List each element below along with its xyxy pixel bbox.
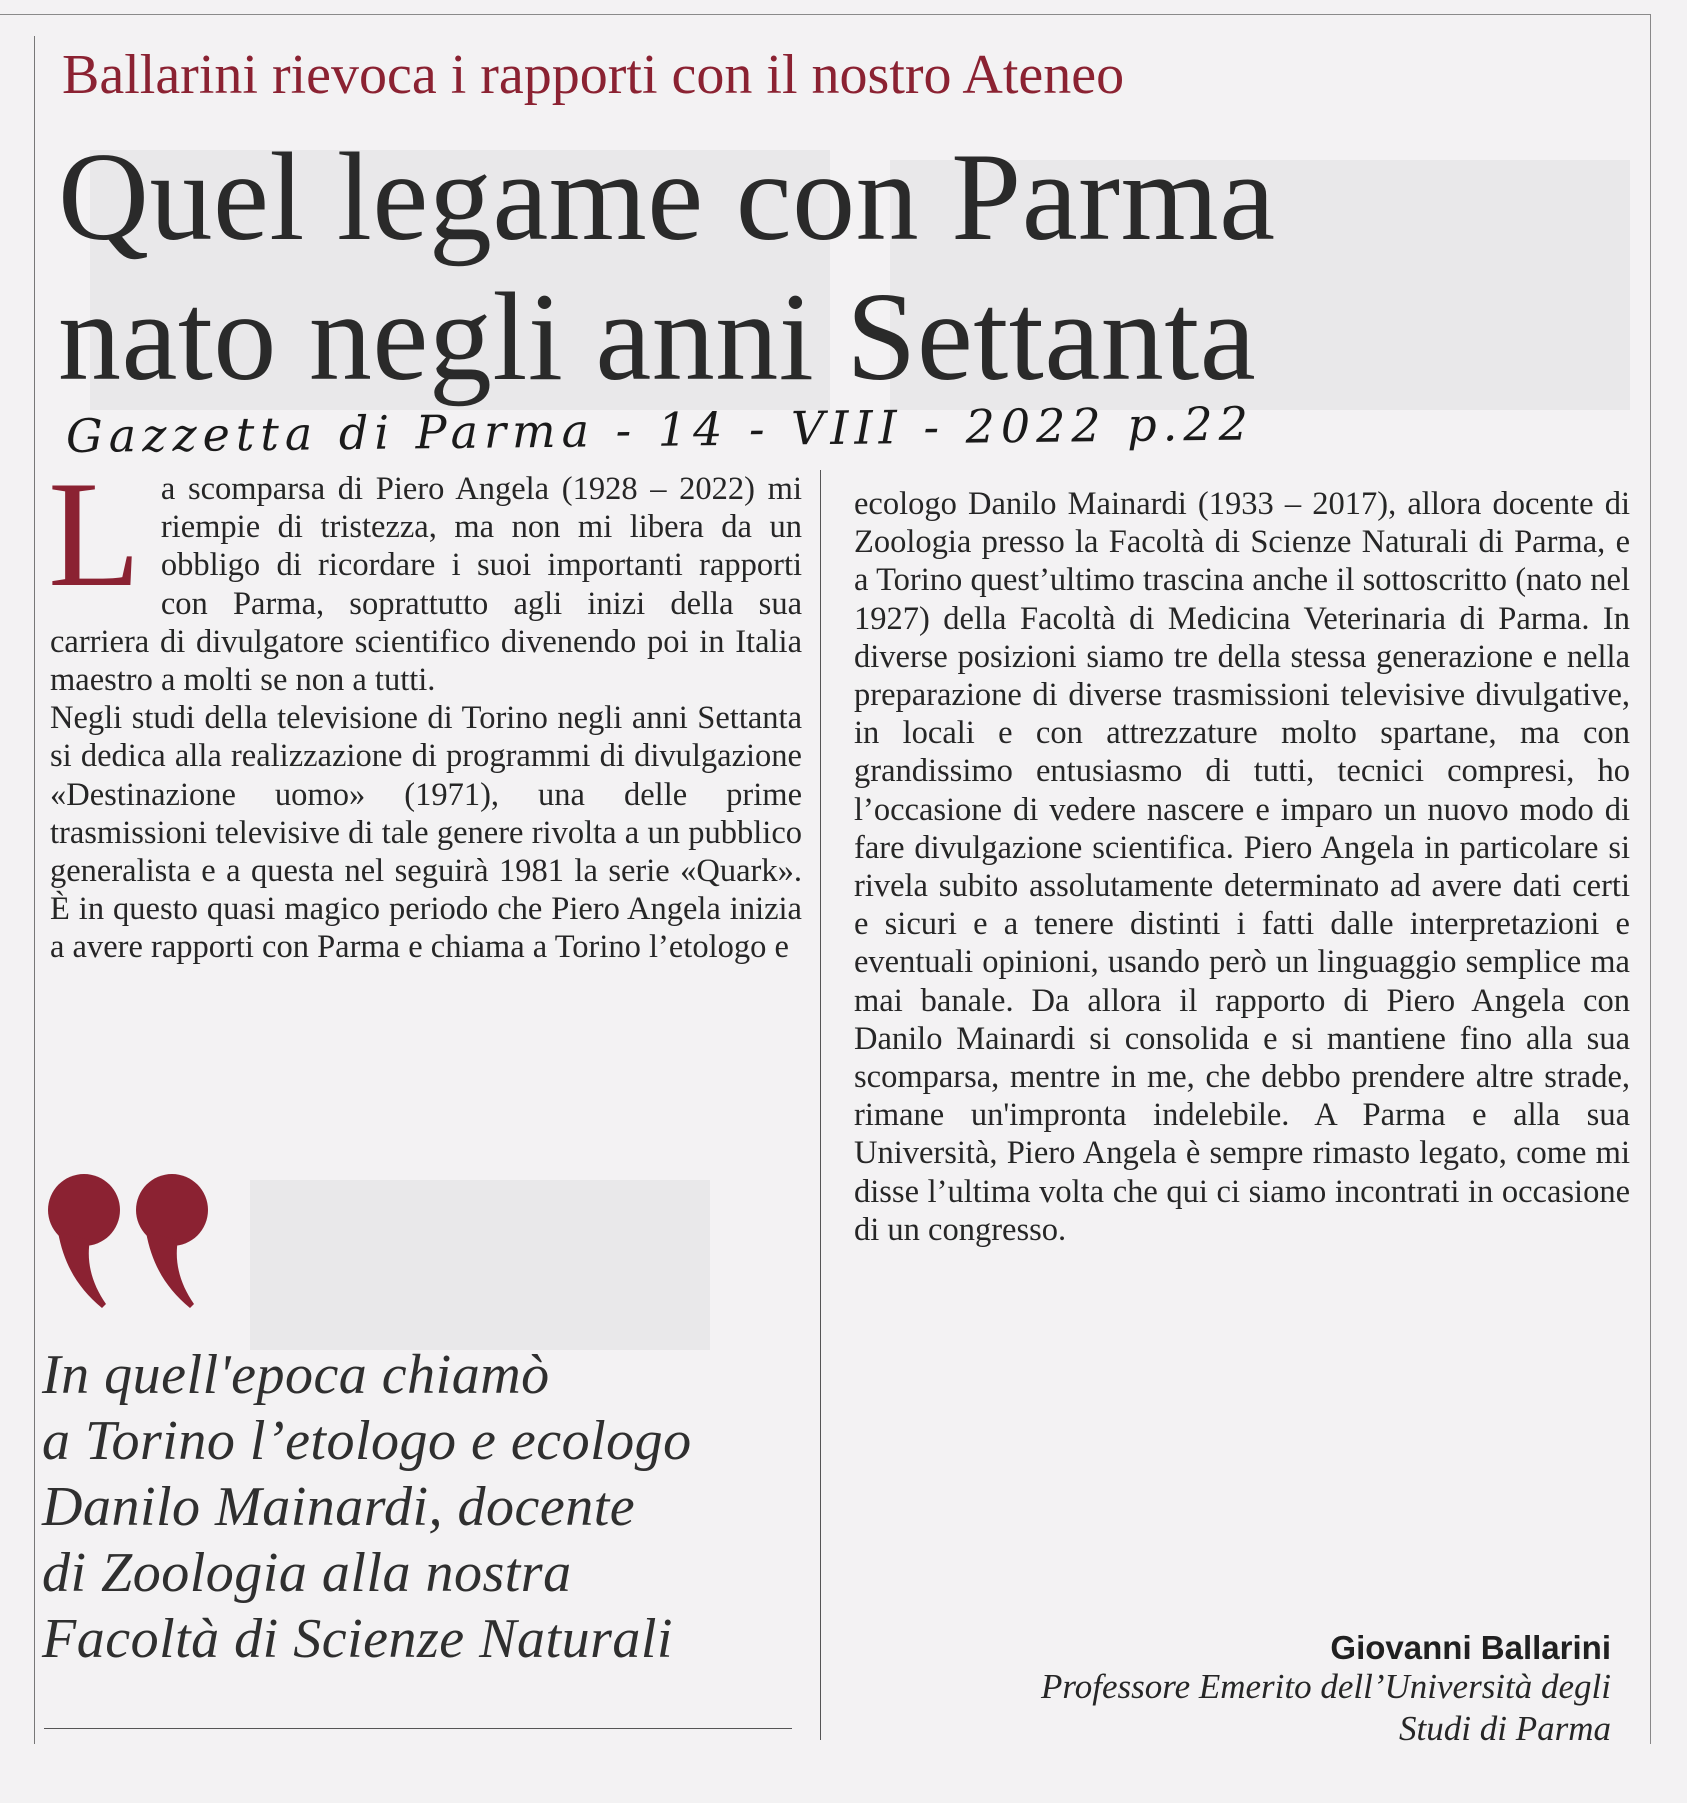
- right-column: [854, 485, 1630, 1249]
- kicker: Ballarini rievoca i rapporti con il nostro Ateneo: [62, 44, 1125, 106]
- headline: [58, 128, 1578, 408]
- frame-right-rule: [1650, 14, 1651, 1744]
- headline-line: nato negli anni Settanta: [58, 268, 1257, 407]
- pull-quote-line: Facoltà di Scienze Naturali: [42, 1608, 673, 1670]
- quote-marks-icon: [44, 1170, 214, 1310]
- left-column: [48, 450, 802, 967]
- paragraph: ecologo Danilo Mainardi (1933 – 2017), allora docente di Zoologia presso la Facoltà di Scienze Naturali di Parma, e a Torino quest’ultimo trascina anche il sottoscritto (nato nel 1927) della Facoltà di Medicina Veterinaria di Parma. In diverse posizioni siamo tre della stessa generazione e nella preparazione di diverse trasmissioni televisive divulgative, in locali e con attrezzature molto spartane, ma con grandissimo entusiasmo di tutti, tecnici compresi, ho l’occasione di vedere nascere e imparo un nuovo modo di fare divulgazione scientifica. Piero Angela in particolare si rivela subito assolutamente determinato ad avere dati certi e sicuri e a tenere distinti i fatti dalle interpretazioni e eventuali opinioni, usando però un linguaggio semplice ma mai banale. Da allora il rapporto di Piero Angela con Danilo Mainardi si consolida e si mantiene fino alla sua scomparsa, mentre in me, che debbo prendere altre strade, rimane un'impronta indelebile. A Parma e alla sua Università, Piero Angela è sempre rimasto legato, come mi disse l’ultima volta che qui ci siamo incontrati in occasione di un congresso.: [854, 486, 1630, 1248]
- column-divider: [820, 470, 821, 1740]
- pull-quote-line: di Zoologia alla nostra: [42, 1542, 572, 1604]
- paragraph-text: a scomparsa di Piero Angela (1928 – 2022) mi riempie di tristezza, ma non mi libera da un obbligo di ricordare i suoi importanti rapporti con Parma, soprattutto agli inizi della sua carriera di divulgatore scientifico divenendo poi in Italia maestro a molti se non a tutti.: [50, 471, 802, 699]
- paragraph: [48, 450, 802, 699]
- paragraph: Negli studi della televisione di Torino negli anni Settanta si dedica alla realizzazione di programmi di divulgazione «Destinazione uomo» (1971), una delle prime trasmissioni televisive di tale genere rivolta a un pubblico generalista e a questa nel seguirà 1981 la serie «Quark». È in questo quasi magico periodo che Piero Angela inizia a avere rapporti con Parma e chiama a Torino l’etologo e: [50, 700, 802, 966]
- author-name: Giovanni Ballarini: [1330, 1629, 1611, 1666]
- author-title: [851, 1666, 1611, 1750]
- frame-left-rule: [34, 36, 35, 1744]
- drop-cap: L: [48, 450, 141, 618]
- bleed-through-area: [250, 1180, 710, 1350]
- author-title-line: Studi di Parma: [1399, 1709, 1611, 1748]
- author-title-line: Professore Emerito dell’Università degli: [1041, 1667, 1611, 1706]
- pull-quote: [42, 1342, 802, 1672]
- pull-quote-line: In quell'epoca chiamò: [42, 1344, 550, 1406]
- pull-quote-line: Danilo Mainardi, docente: [42, 1476, 636, 1538]
- frame-top-rule: [0, 14, 1650, 15]
- handwritten-source-note: Gazzetta di Parma - 14 - VIII - 2022 p.22: [65, 396, 1255, 463]
- headline-line: Quel legame con Parma: [58, 128, 1276, 267]
- bottom-rule: [44, 1728, 792, 1729]
- pull-quote-line: a Torino l’etologo e ecologo: [42, 1410, 692, 1472]
